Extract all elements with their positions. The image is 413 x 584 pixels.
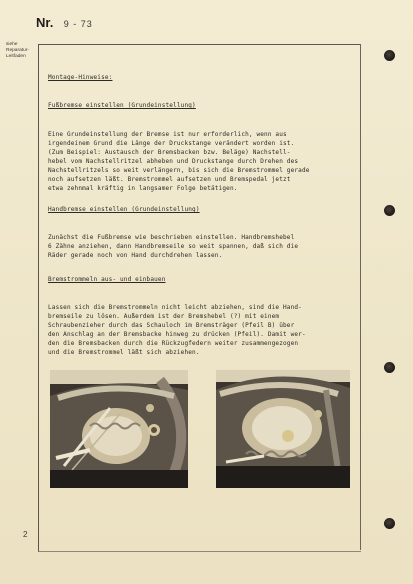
brake-photo-right [216, 370, 350, 488]
document-number [36, 14, 93, 32]
brake-assembly-right-illustration [216, 370, 350, 488]
handbremse-body: Zunächst die Fußbremse wie beschrieben einstellen. Handbremshebel 6 Zähne anziehen, dann Handbremseile so weit spannen, daß sich die Räder gerade noch von Hand durchdrehen lassen. [48, 234, 299, 259]
nr-value: 9 - 73 [63, 19, 93, 29]
page-number: 2 [23, 530, 28, 539]
brake-photo-left [50, 370, 188, 488]
brake-assembly-left-illustration [50, 370, 188, 488]
frame-right-rule [360, 44, 361, 550]
bremstrommel-heading: Bremstrommeln aus- und einbauen [48, 276, 166, 283]
punch-hole-icon [384, 205, 395, 216]
fussbremse-body: Eine Grundeinstellung der Bremse ist nur erforderlich, wenn aus irgendeinem Grund die Länge der Druckstange verändert worden ist. (Zum Beispiel: Austausch der Bremsbacken bzw. Beläge) Nachstell- hebel vom Nachstellritzel abheben und Druckstange durch Drehen des Nachstellritzels so weit verlängern, bis sich die Bremstrommel gerade noch aufsetzen läßt. Bremstrommel aufsetzen und Bremspedal jetzt etwa zehnmal kräftig in langsamer Folge betätigen. [48, 131, 310, 192]
bremstrommel-body: Lassen sich die Bremstrommeln nicht leicht abziehen, sind die Hand- bremseile zu lösen. Außerdem ist der Bremshebel (?) mit einem Schraubenzieher durch das Schauloch im Bremsträger (Pfeil B) über den Anschlag an der Bremsbacke hinweg zu drücken (Pfeil). Damit wer- den die Bremsbacken durch die Rückzugfedern weiter zusammengezogen und die Bremstrommel läßt sich abziehen. [48, 304, 306, 356]
nr-label: Nr. [36, 15, 54, 30]
montage-heading: Montage-Hinweise: [48, 74, 113, 81]
handbremse-heading: Handbremse einstellen (Grundeinstellung) [48, 206, 200, 213]
punch-hole-icon [384, 518, 395, 529]
fussbremse-heading: Fußbremse einstellen (Grundeinstellung) [48, 102, 196, 109]
punch-hole-icon [384, 50, 395, 61]
side-note: siehe Reparatur-Leitfaden [6, 42, 29, 59]
punch-hole-icon [384, 362, 395, 373]
